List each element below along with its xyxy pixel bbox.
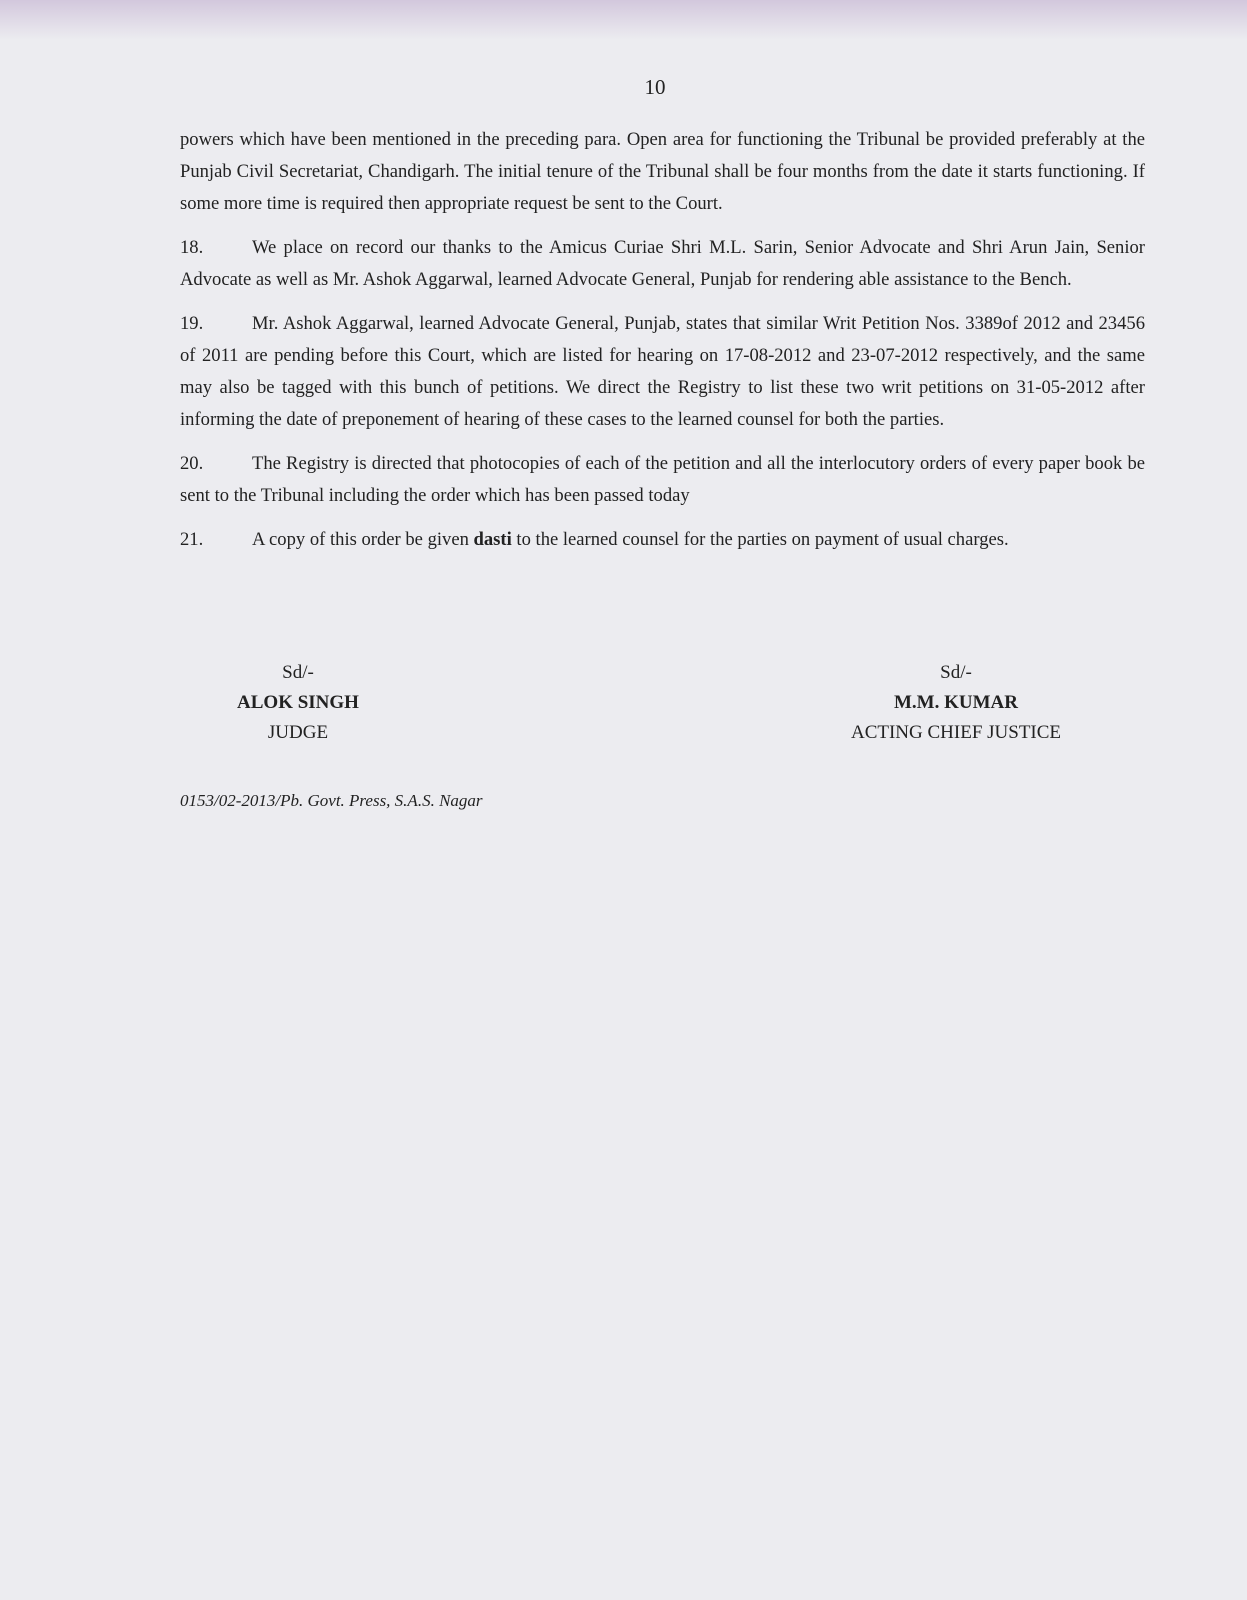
paragraph-text: Mr. Ashok Aggarwal, learned Advocate General, Punjab, states that similar Writ Petition Nos. 3389of 2012 and 23456 of 2011 are pending before this Court, which are listed for hearing on 17-08-2012 and 23-07-2012 respectively, and the same may also be tagged with this bunch of petitions. We direct the Registry to list these two writ petitions on 31-05-2012 after informing the date of preponement of hearing of these cases to the learned counsel for both the parties. xyxy=(180,313,1145,430)
paragraph-20 xyxy=(180,448,1145,512)
paragraph-18 xyxy=(180,232,1145,296)
paragraph-number: 19. xyxy=(180,313,204,334)
scan-edge-shading xyxy=(0,0,1247,40)
signature-chief-justice xyxy=(806,658,1106,748)
paragraph-text: A copy of this order be given xyxy=(252,529,474,550)
paragraph-number: 18. xyxy=(180,237,204,258)
paragraph-number: 20. xyxy=(180,453,204,474)
paragraph-text: The Registry is directed that photocopies of each of the petition and all the interlocutory orders of every paper book be sent to the Tribunal including the order which has been passed today xyxy=(180,453,1145,506)
paragraph-text: to the learned counsel for the parties on payment of usual charges. xyxy=(511,529,1009,550)
paragraph-19 xyxy=(180,308,1145,436)
signature-sd: Sd/- xyxy=(940,662,972,683)
signature-judge xyxy=(198,658,398,748)
paragraph-continuation xyxy=(180,124,1145,220)
order-body xyxy=(180,124,1145,568)
paragraph-number: 21. xyxy=(180,529,204,550)
paragraph-21 xyxy=(180,524,1145,556)
page-number: 10 xyxy=(644,75,666,99)
signature-sd: Sd/- xyxy=(282,662,314,683)
dasti-term: dasti xyxy=(473,529,512,550)
signatory-name: ALOK SINGH xyxy=(237,692,359,713)
printer-imprint: 0153/02-2013/Pb. Govt. Press, S.A.S. Nagar xyxy=(180,791,483,810)
signatory-title: JUDGE xyxy=(267,722,329,743)
paragraph-text: We place on record our thanks to the Amicus Curiae Shri M.L. Sarin, Senior Advocate and Shri Arun Jain, Senior Advocate as well as Mr. Ashok Aggarwal, learned Advocate General, Punjab for rendering able assistance to the Bench. xyxy=(180,237,1145,290)
paragraph-text: powers which have been mentioned in the preceding para. Open area for functioning the Tribunal be provided preferably at the Punjab Civil Secretariat, Chandigarh. The initial tenure of the Tribunal shall be four months from the date it starts functioning. If some more time is required then appropriate request be sent to the Court. xyxy=(180,129,1145,214)
signatory-name: M.M. KUMAR xyxy=(894,692,1018,713)
signatory-title: ACTING CHIEF JUSTICE xyxy=(850,722,1062,743)
